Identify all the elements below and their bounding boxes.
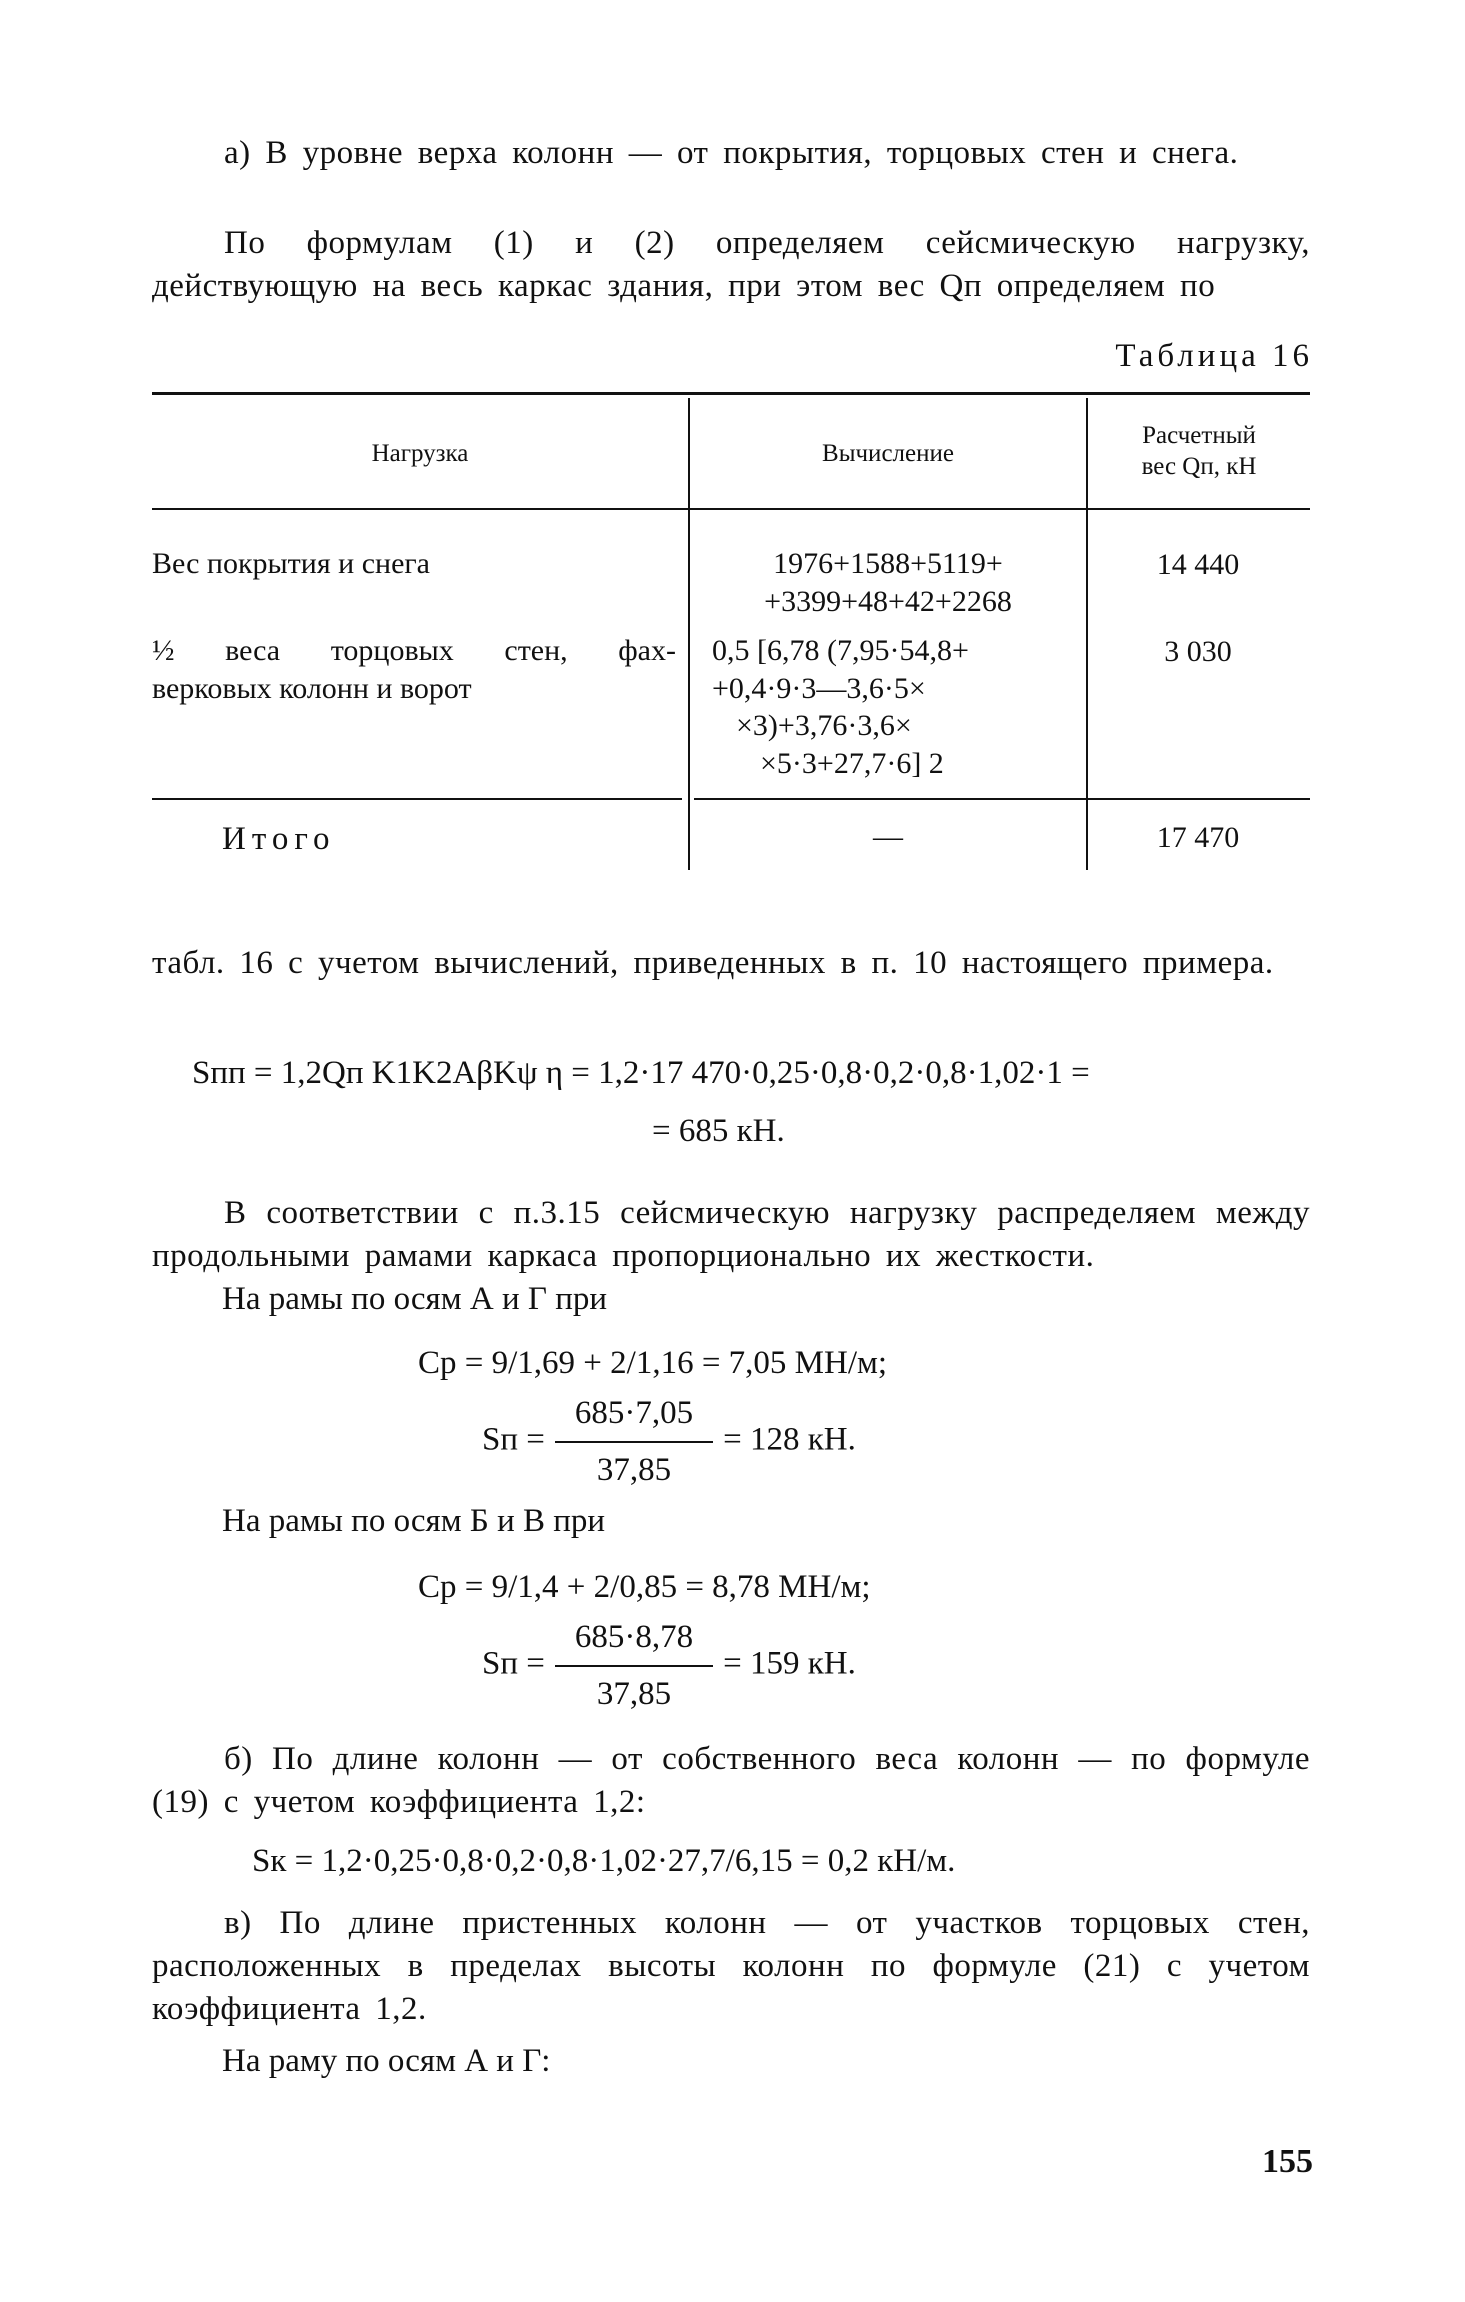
paragraph-frame-ag: На раму по осям А и Г: (222, 2043, 551, 2079)
table-row-1-calc-line2: +3399+48+42+2268 (764, 584, 1012, 618)
frames-ag-s-denominator: 37,85 (596, 1451, 672, 1488)
table-header-result-line1: Расчетный (1142, 422, 1256, 449)
table-row-2-calc-line4: ×5·3+27,7·6] 2 (760, 746, 944, 780)
frames-ag-s-lhs: Sп = (482, 1421, 545, 1458)
table-row-1-value: 14 440 (1156, 548, 1240, 581)
table-header-rule (152, 508, 1310, 510)
frames-ag-s-rhs: = 128 кН. (723, 1421, 856, 1458)
paragraph-a: а) В уровне верха колонн — от покрытия, торцовых стен и снега. (224, 135, 1239, 171)
table-total-calc: — (873, 820, 903, 853)
table-row-2-load (152, 632, 676, 707)
equation-s-main-line1: Sпп = 1,2Qп K1K2AβKψ η = 1,2·17 470·0,25·0,8·0,2·0,8·1,02·1 = (192, 1055, 1090, 1091)
frames-bv-s-denominator: 37,85 (596, 1675, 672, 1712)
paragraph-table-ref: табл. 16 с учетом вычислений, приведенных в п. 10 настоящего примера. (152, 945, 1274, 981)
table-row-2-value: 3 030 (1164, 635, 1232, 668)
equation-sk: Sк = 1,2·0,25·0,8·0,2·0,8·1,02·27,7/6,15 = 0,2 кН/м. (252, 1843, 956, 1879)
frames-bv-intro: На рамы по осям Б и В при (222, 1503, 606, 1539)
frames-ag-cp-equation: Cр = 9/1,69 + 2/1,16 = 7,05 МН/м; (418, 1345, 888, 1381)
page-number: 155 (1262, 2143, 1313, 2180)
table-row-2-calc (712, 632, 1082, 782)
table-header-load: Нагрузка (371, 440, 469, 467)
frames-bv-s-lhs: Sп = (482, 1645, 545, 1682)
table-row-1-load-line1: Вес покрытия и снега (152, 547, 430, 580)
table-caption: Таблица 16 (1115, 338, 1313, 374)
table-row-2-calc-line1: 0,5 [6,78 (7,95·54,8+ (712, 634, 969, 667)
table-row-2-load-line1: ½ веса торцовых стен, фах- (152, 634, 676, 667)
table-total-rule-left (152, 798, 682, 800)
table-header-calc: Вычисление (822, 440, 954, 467)
table-row-1-load (152, 545, 682, 583)
paragraph-v: в) По длине пристенных колонн — от участков торцовых стен, расположенных в пределах высоты колонн по формуле (21) с учетом коэффициента 1,2. (152, 1905, 1310, 2027)
paragraph-b: б) По длине колонн — от собственного веса колонн — по формуле (19) с учетом коэффициента 1,2: (152, 1741, 1310, 1820)
frames-bv-cp-equation: Cр = 9/1,4 + 2/0,85 = 8,78 МН/м; (418, 1569, 871, 1605)
table-row-1-calc (690, 545, 1086, 620)
frames-bv-s-rhs: = 159 кН. (723, 1645, 856, 1682)
table-total-label: Итого (222, 821, 336, 857)
table-top-rule (152, 392, 1310, 395)
table-total-rule-right (694, 798, 1310, 800)
table-row-2-load-line2: верковых колонн и ворот (152, 671, 472, 705)
paragraph-formula-intro: По формулам (1) и (2) определяем сейсмическую нагрузку, действующую на весь каркас здания, при этом вес Qп определяем по (152, 225, 1310, 304)
table-total-value: 17 470 (1156, 821, 1240, 854)
frames-bv-s-equation (482, 1616, 856, 1716)
equation-s-main-line2: = 685 кН. (652, 1113, 785, 1149)
table-header-result-line2: вес Qп, кН (1141, 453, 1257, 481)
table-row-2-calc-line3: ×3)+3,76·3,6× (736, 709, 912, 742)
paragraph-distribution: В соответствии с п.3.15 сейсмическую нагрузку распределяем между продольными рамами каркаса пропорционально их жесткости. (152, 1195, 1310, 1274)
frames-ag-s-equation (482, 1392, 856, 1492)
table-header-result (1088, 420, 1310, 483)
table-row-1-calc-line1: 1976+1588+5119+ (773, 547, 1003, 580)
frames-ag-fraction (555, 1392, 713, 1492)
frames-bv-s-numerator: 685·8,78 (555, 1616, 713, 1667)
frames-ag-intro: На рамы по осям А и Г при (222, 1281, 608, 1317)
table-row-2-calc-line2: +0,4·9·3—3,6·5× (712, 671, 926, 705)
frames-bv-fraction (555, 1616, 713, 1716)
frames-ag-s-numerator: 685·7,05 (555, 1392, 713, 1443)
